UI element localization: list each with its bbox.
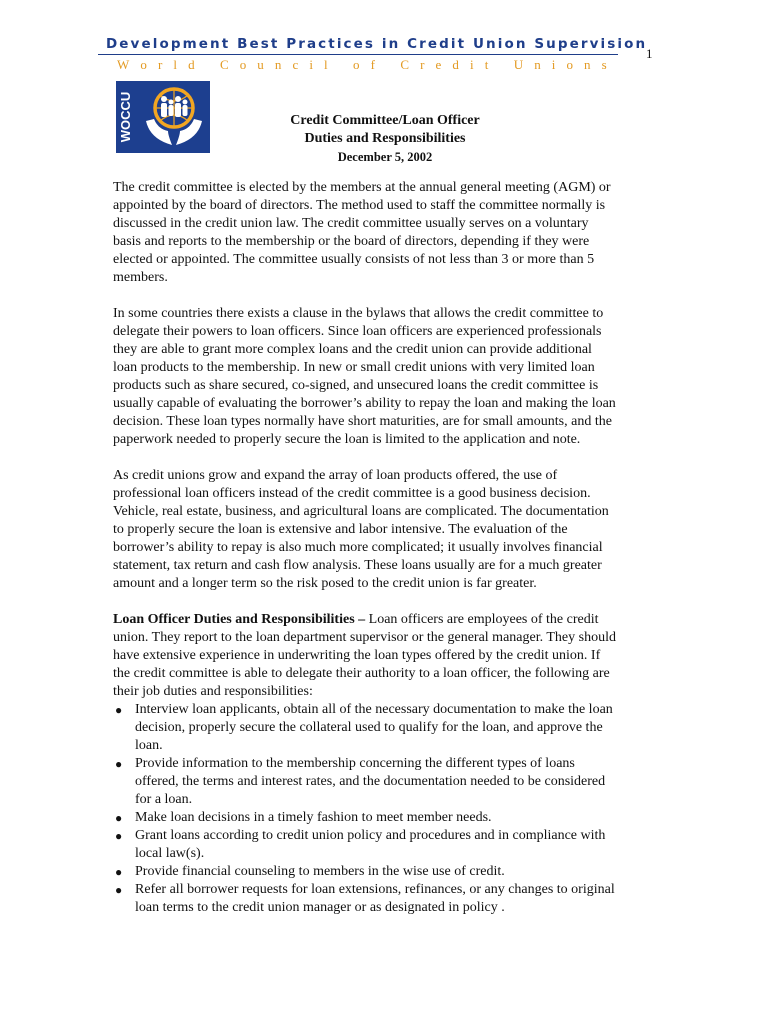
- woccu-logo: [116, 81, 210, 153]
- section-heading: Loan Officer Duties and Responsibilities –: [113, 612, 366, 627]
- bullet-icon: ●: [115, 703, 123, 717]
- logo-text: WOCCU: [118, 91, 133, 143]
- bullet-icon: ●: [115, 811, 123, 825]
- header-series-title: Development Best Practices in Credit Union Supervision: [106, 36, 648, 52]
- list-item-text: Provide information to the membership concerning the different types of loans offered, the terms and interest rates, and the documentation needed to be considered for a loan.: [135, 756, 606, 807]
- paragraph-3: As credit unions grow and expand the array of loan products offered, the use of professional loan officers instead of the credit committee is a good business decision. Vehicle, real estate, business, and agricultural loans are complicated. The documentation to properly secure the loan is extensive and labor intensive. The evaluation of the borrower’s ability to repay is also much more complicated; it usually involves financial statement, tax return and cash flow analysis. These loans usually are for a much greater amount and a longer term so the risk posed to the credit union is far greater.: [113, 468, 609, 591]
- header-rule: [98, 54, 618, 55]
- title-line-1: Credit Committee/Loan Officer: [290, 113, 480, 128]
- list-item: [113, 863, 618, 881]
- list-item: [113, 827, 618, 863]
- title-line-2: Duties and Responsibilities: [304, 131, 466, 146]
- list-item: [113, 809, 618, 827]
- paragraph-2: In some countries there exists a clause in the bylaws that allows the credit committee to delegate their powers to loan officers. Since loan officers are experienced professionals they are able to grant more complex loans and the credit union can provide additional loan products to the membership. In new or small credit unions with very limited loan products such as share secured, co-signed, and unsecured loans the credit committee is usually capable of evaluating the borrower’s ability to repay the loan and making the loan decision. These loan types normally have short maturities, are for small amounts, and the paperwork needed to properly secure the loan is limited to the application and note.: [113, 306, 616, 447]
- document-body: [113, 179, 618, 917]
- bullet-icon: ●: [115, 883, 123, 897]
- list-item-text: Provide financial counseling to members in the wise use of credit.: [135, 864, 505, 879]
- list-item: [113, 701, 618, 755]
- list-item-text: Refer all borrower requests for loan extensions, refinances, or any changes to original loan terms to the credit union manager or as designated in policy .: [135, 882, 615, 915]
- list-item: [113, 881, 618, 917]
- list-item-text: Make loan decisions in a timely fashion to meet member needs.: [135, 810, 492, 825]
- bullet-icon: ●: [115, 757, 123, 771]
- bullet-icon: ●: [115, 865, 123, 879]
- section-intro: Loan officers are employees of the credit union. They report to the loan department supervisor or the general manager. They should have extensive experience in underwriting the loan types offered by the credit union. If the credit committee is able to delegate their authority to a loan officer, the following are their job duties and responsibilities:: [113, 612, 616, 699]
- paragraph-1: The credit committee is elected by the members at the annual general meeting (AGM) or appointed by the board of directors. The method used to staff the committee normally is discussed in the credit union law. The credit committee usually serves on a voluntary basis and reports to the membership or the board of directors, depending if they were elected or appointed. The committee usually consists of not less than 3 or more than 5 members.: [113, 180, 611, 285]
- bullet-icon: ●: [115, 829, 123, 843]
- list-item-text: Grant loans according to credit union policy and procedures and in compliance with local law(s).: [135, 828, 606, 861]
- woccu-logo-graphic: [116, 81, 210, 153]
- list-item: [113, 755, 618, 809]
- page-number: 1: [646, 46, 653, 61]
- document-date: December 5, 2002: [337, 150, 433, 164]
- header-organization: W o r l d C o u n c i l o f C r e d i t U n i o n s: [117, 57, 607, 72]
- list-item-text: Interview loan applicants, obtain all of the necessary documentation to make the loan decision, properly secure the collateral used to qualify for the loan, and approve the loan.: [135, 702, 613, 753]
- document-title: [220, 112, 550, 166]
- duties-list: [113, 701, 618, 917]
- section-loan-officer: [113, 611, 618, 701]
